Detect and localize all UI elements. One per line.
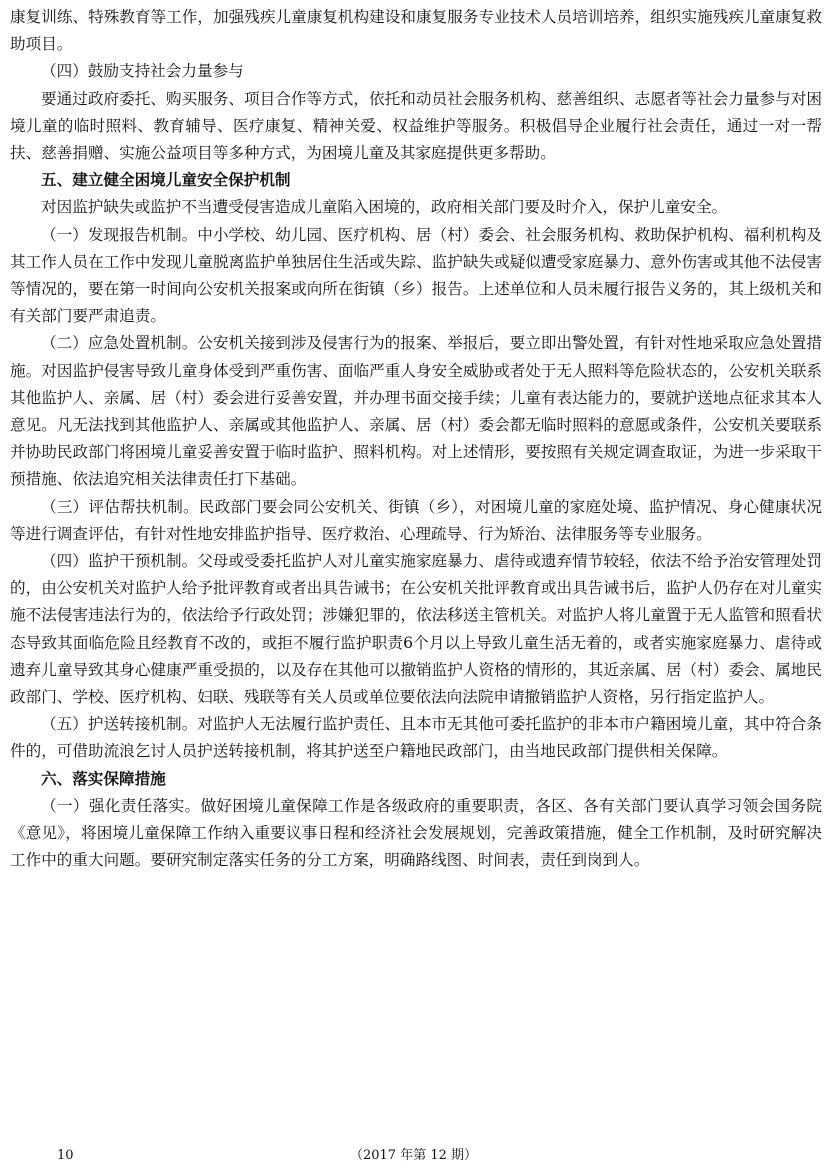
section-heading: 五、建立健全困境儿童安全保护机制 [41, 171, 291, 190]
paragraph-discovery-report [10, 222, 822, 331]
paragraph-text: 民政部门要会同公安机关、街镇（乡），对困境儿童的家庭处境、监护情况、身心健康状况等进行调查评估，有针对性地安排监护指导、医疗救治、心理疏导、行为矫治、法律服务等专业服务。 [10, 497, 822, 543]
issue-label: （2017 年第 12 期） [349, 1148, 478, 1163]
paragraph-rehab-continuation [10, 4, 822, 58]
document-body [10, 4, 822, 875]
paragraph-text: 做好困境儿童保障工作是各级政府的重要职责，各区、各有关部门要认真学习领会国务院《意见》，将困境儿童保障工作纳入重要议事日程和经济社会发展规划，完善政策措施，健全工作机制，及时研究解决工作中的重大问题。要研究制定落实任务的分工方案，明确路线图、时间表，责任到岗到人。 [10, 796, 822, 870]
subsection-heading: （一）强化责任落实。 [41, 796, 201, 815]
paragraph-text: 公安机关接到涉及侵害行为的报案、举报后，要立即出警处置，有针对性地采取应急处置措施。对因监护侵害导致儿童身体受到严重伤害、面临严重人身安全威胁或者处于无人照料等危险状态的，公安机关联系其他监护人、亲属、居（村）委会进行妥善安置，并办理书面交接手续；儿童有表达能力的，要就护送地点征求其本人意见。凡无法找到其他监护人、亲属或其他监护人、亲属、居（村）委会都无临时照料的意愿或条件，公安机关要联系并协助民政部门将困境儿童妥善安置于临时监护、照料机构。对上述情形，要按照有关规定调查取证，为进一步采取干预措施、依法追究相关法律责任打下基础。 [10, 334, 822, 489]
paragraph-guardianship-intervention [10, 548, 822, 711]
paragraph-escort-transfer [10, 711, 822, 765]
page-footer [0, 1146, 827, 1166]
subsection-heading: （五）护送转接机制。 [41, 715, 198, 734]
paragraph-safety-intro [10, 194, 822, 221]
paragraph-responsibility [10, 793, 822, 875]
subheading-social-forces [10, 58, 822, 85]
paragraph-social-forces [10, 86, 822, 168]
paragraph-text: 要通过政府委托、购买服务、项目合作等方式，依托和动员社会服务机构、慈善组织、志愿者等社会力量参与对困境儿童的临时照料、教育辅导、医疗康复、精神关爱、权益维护等服务。积极倡导企业履行社会责任，通过一对一帮扶、慈善捐赠、实施公益项目等多种方式，为困境儿童及其家庭提供更多帮助。 [10, 89, 822, 163]
paragraph-emergency-response [10, 330, 822, 493]
paragraph-text: 对监护人无法履行监护责任、且本市无其他可委托监护的非本市户籍困境儿童，其中符合条件的，可借助流浪乞讨人员护送转接机制，将其护送至户籍地民政部门，由当地民政部门提供相关保障。 [10, 715, 822, 761]
subsection-heading: （二）应急处置机制。 [41, 334, 198, 353]
subsection-heading: （四）监护干预机制。 [41, 552, 198, 571]
paragraph-assessment-support [10, 494, 822, 548]
page-number: 10 [57, 1148, 74, 1163]
paragraph-text: 康复训练、特殊教育等工作，加强残疾儿童康复机构建设和康复服务专业技术人员培训培养，组织实施残疾儿童康复救助项目。 [10, 8, 822, 54]
subsection-heading: （三）评估帮扶机制。 [41, 497, 199, 516]
section-heading-safety-mechanism [10, 167, 822, 194]
paragraph-text: 中小学校、幼儿园、医疗机构、居（村）委会、社会服务机构、救助保护机构、福利机构及其工作人员在工作中发现儿童脱离监护单独居住生活或失踪、监护缺失或疑似遭受家庭暴力、意外伤害或其他不法侵害等情况的，要在第一时间向公安机关报案或向所在街镇（乡）报告。上述单位和人员未履行报告义务的，其上级机关和有关部门要严肃追责。 [10, 225, 822, 326]
paragraph-text: 父母或受委托监护人对儿童实施家庭暴力、虐待或遗弃情节较轻，依法不给予治安管理处罚的，由公安机关对监护人给予批评教育或者出具告诫书；在公安机关批评教育或出具告诫书后，监护人仍存在对儿童实施不法侵害违法行为的，依法给予行政处罚；涉嫌犯罪的，依法移送主管机关。对监护人将儿童置于无人监管和照看状态导致其面临危险且经教育不改的，或拒不履行监护职责6个月以上导致儿童生活无着的，或者实施家庭暴力、虐待或遗弃儿童导致其身心健康严重受损的，以及存在其他可以撤销监护人资格的情形的，其近亲属、居（村）委会、属地民政部门、学校、医疗机构、妇联、残联等有关人员或单位要依法向法院申请撤销监护人资格，另行指定监护人。 [10, 552, 822, 707]
section-heading: 六、落实保障措施 [41, 769, 166, 788]
paragraph-text: 对因监护缺失或监护不当遭受侵害造成儿童陷入困境的，政府相关部门要及时介入，保护儿童安全。 [41, 198, 728, 217]
subsection-heading: （四）鼓励支持社会力量参与 [41, 62, 244, 81]
section-heading-safeguards [10, 766, 822, 793]
subsection-heading: （一）发现报告机制。 [41, 225, 198, 244]
